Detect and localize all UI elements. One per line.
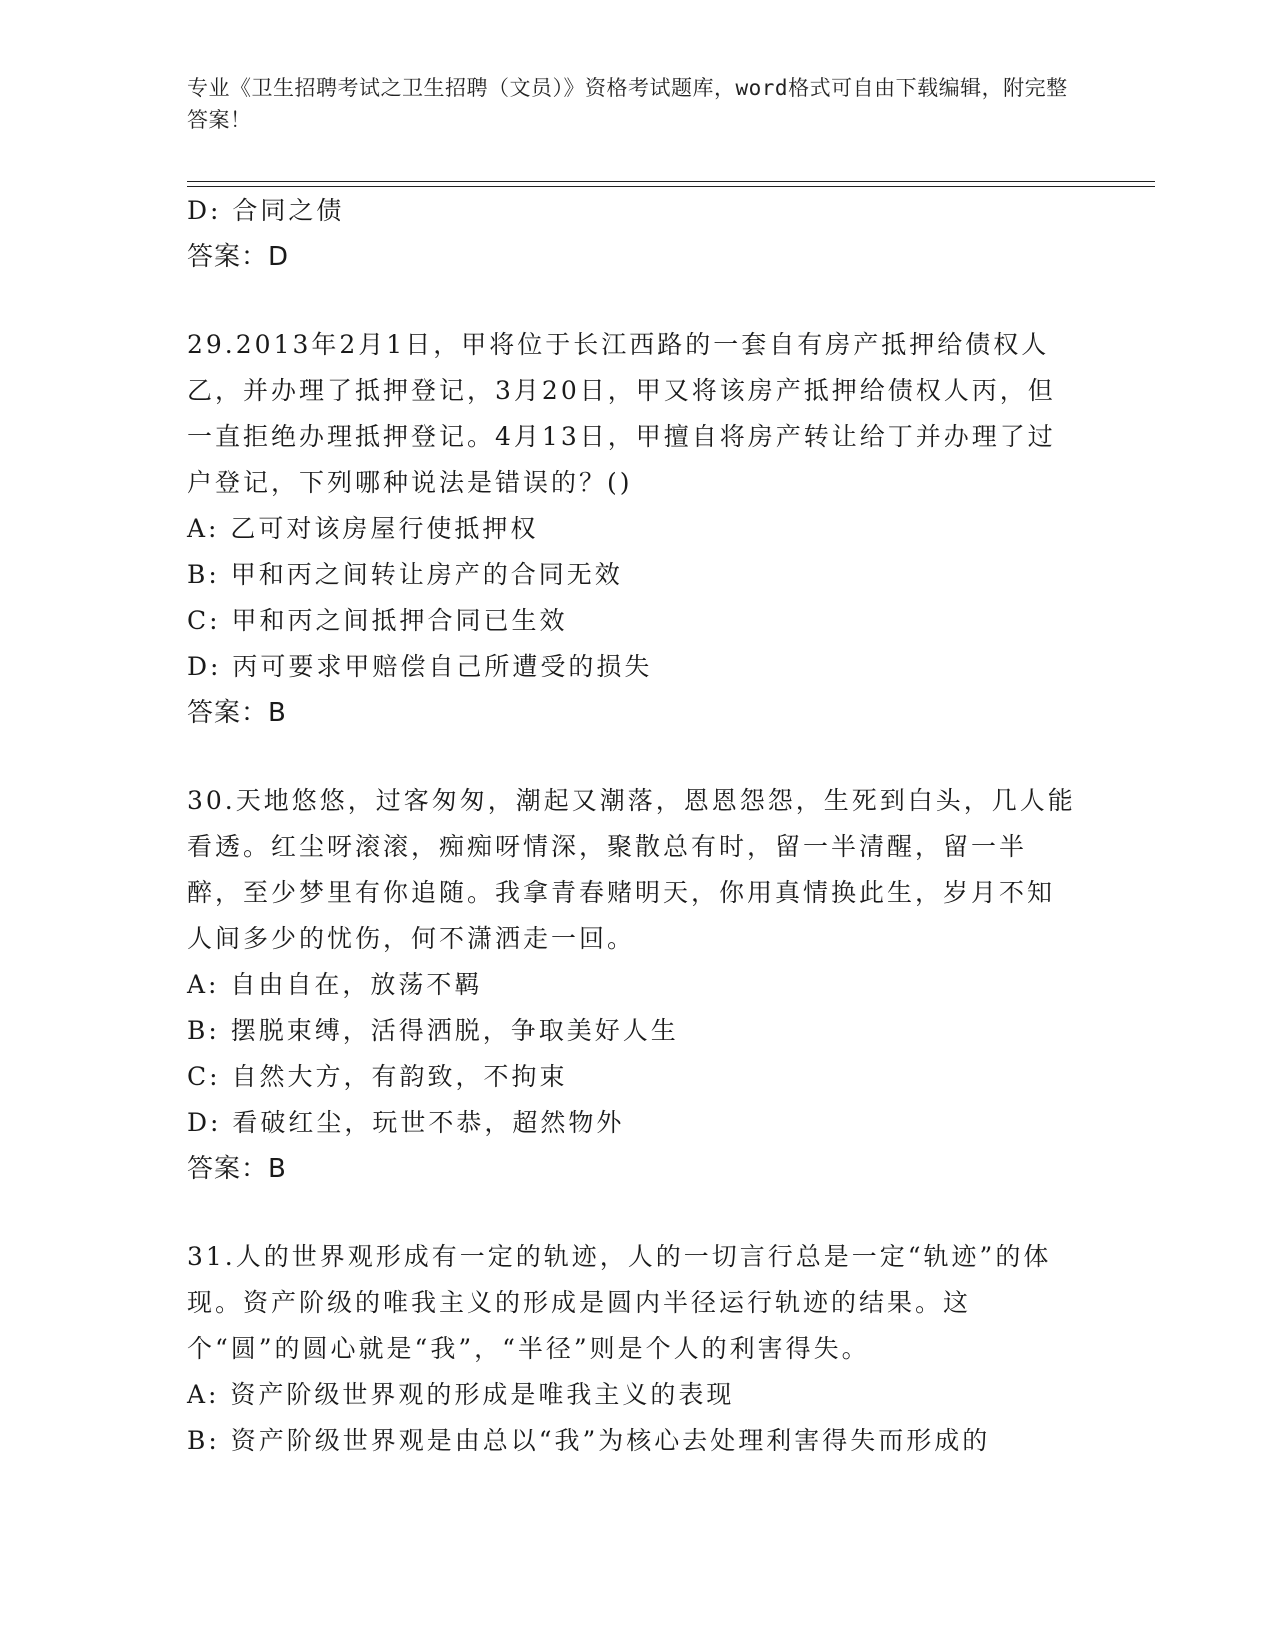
- spacer: [187, 1192, 1087, 1234]
- spacer: [187, 280, 1087, 322]
- question-29-option-c: C: 甲和丙之间抵押合同已生效: [187, 606, 568, 635]
- question-31-option-a: A: 资产阶级世界观的形成是唯我主义的表现: [187, 1380, 735, 1409]
- question-30: [187, 778, 1087, 1192]
- question-31: [187, 1234, 1087, 1464]
- question-30-option-d: D: 看破红尘，玩世不恭，超然物外: [187, 1108, 625, 1137]
- header-rule-bottom: [187, 186, 1155, 187]
- question-30-stem: 30.天地悠悠，过客匆匆，潮起又潮落，恩恩怨怨，生死到白头，几人能看透。红尘呀滚滚，痴痴呀情深，聚散总有时，留一半清醒，留一半醉，至少梦里有你追随。我拿青春赌明天，你用真情换此生，岁月不知人间多少的忧伤，何不潇洒走一回。: [187, 786, 1076, 953]
- header-text: 专业《卫生招聘考试之卫生招聘（文员）》资格考试题库，word格式可自由下载编辑，附完整答案！: [187, 76, 1068, 132]
- question-30-option-b: B: 摆脱束缚，活得洒脱，争取美好人生: [187, 1016, 679, 1045]
- question-29-option-b: B: 甲和丙之间转让房产的合同无效: [187, 560, 623, 589]
- question-29: [187, 322, 1087, 736]
- question-content: [187, 188, 1087, 1464]
- question-29-option-a: A: 乙可对该房屋行使抵押权: [187, 514, 539, 543]
- question-31-option-b: B: 资产阶级世界观是由总以“我”为核心去处理利害得失而形成的: [187, 1426, 991, 1455]
- prev-answer: 答案：D: [187, 242, 290, 272]
- question-29-option-d: D: 丙可要求甲赔偿自己所遭受的损失: [187, 652, 653, 681]
- question-29-answer: 答案：B: [187, 698, 287, 728]
- question-31-stem: 31.人的世界观形成有一定的轨迹，人的一切言行总是一定“轨迹”的体现。资产阶级的唯我主义的形成是圆内半径运行轨迹的结果。这个“圆”的圆心就是“我”，“半径”则是个人的利害得失。: [187, 1242, 1052, 1363]
- spacer: [187, 736, 1087, 778]
- question-29-stem: 29.2013年2月1日，甲将位于长江西路的一套自有房产抵押给债权人乙，并办理了抵押登记，3月20日，甲又将该房产抵押给债权人丙，但一直拒绝办理抵押登记。4月13日，甲擅自将房产转让给丁并办理了过户登记，下列哪种说法是错误的？(): [187, 330, 1056, 497]
- question-30-answer: 答案：B: [187, 1154, 287, 1184]
- document-header: [187, 72, 1087, 136]
- prev-option-d: D: 合同之债: [187, 196, 345, 225]
- question-30-option-a: A: 自由自在，放荡不羁: [187, 970, 483, 999]
- question-30-option-c: C: 自然大方，有韵致，不拘束: [187, 1062, 568, 1091]
- header-rule-top: [187, 181, 1155, 182]
